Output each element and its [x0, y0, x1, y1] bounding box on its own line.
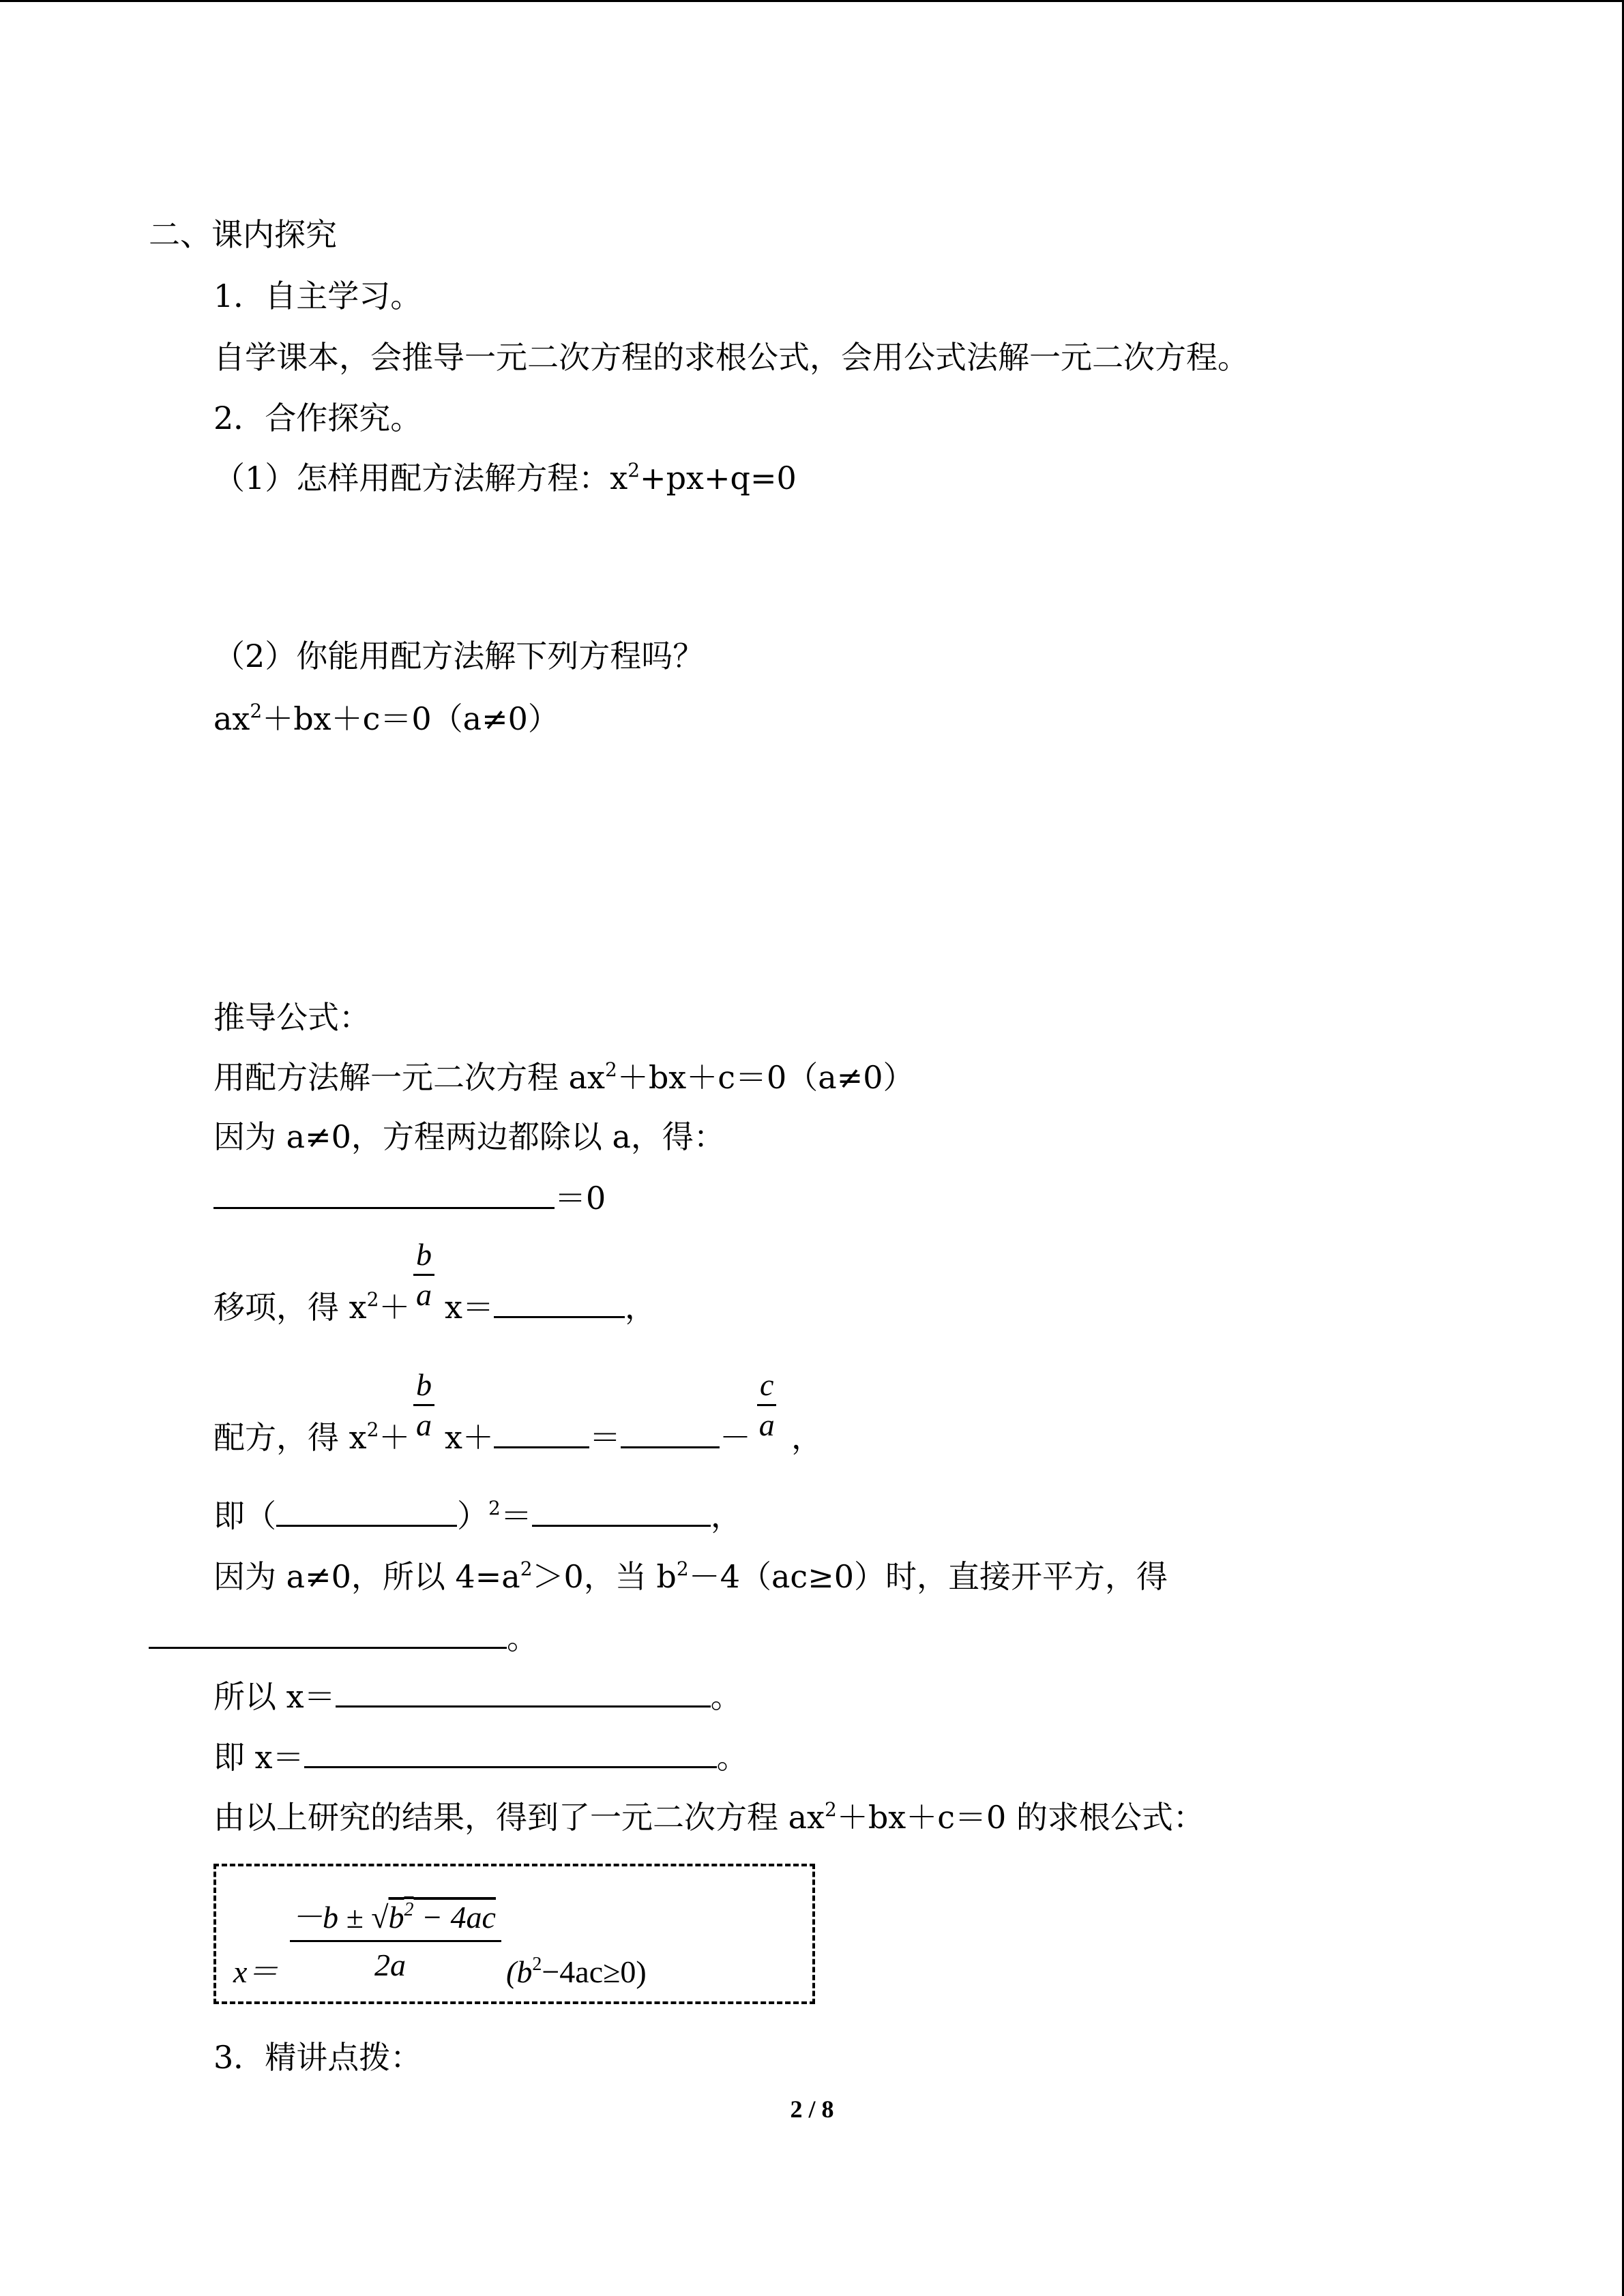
answer-blank[interactable] [494, 1419, 589, 1448]
because-sup1: 2 [520, 1557, 533, 1580]
fraction-b-over-a [413, 1366, 434, 1444]
fraction-numerator: b [413, 1366, 434, 1406]
question-2-equation [213, 698, 559, 744]
derive-line-2: 因为 a≠0，方程两边都除以 a，得： [213, 1118, 725, 1155]
section-title: 二、课内探究 [149, 216, 337, 253]
derive-title: 推导公式： [213, 999, 370, 1036]
derive-line-3 [213, 1178, 606, 1219]
complete-square-line [213, 1417, 410, 1463]
result-sup: 2 [825, 1798, 837, 1821]
q1-text: （1）怎样用配方法解方程：x [213, 460, 628, 496]
sox-end: 。 [710, 1678, 742, 1715]
move-b: ＋ [379, 1289, 411, 1326]
fraction-numerator: b [413, 1236, 434, 1276]
complete-square-tail [445, 1417, 751, 1458]
fraction-b-over-a [413, 1236, 434, 1314]
item2-title: 2．合作探究。 [213, 400, 422, 436]
because-sup2: 2 [676, 1557, 689, 1580]
fraction-c-over-a [757, 1366, 776, 1444]
fraction-bar [290, 1940, 501, 1942]
fraction-numerator: c [757, 1366, 776, 1406]
q1-tail: +px+q=0 [640, 460, 797, 496]
iex-end: 。 [716, 1739, 748, 1776]
formula-cond-a: (b [506, 1954, 533, 1989]
ie-a: 即（ [213, 1497, 276, 1534]
ie-x-line [213, 1737, 748, 1778]
move-terms-line [213, 1287, 410, 1332]
so-x-line [213, 1676, 742, 1717]
answer-blank[interactable] [213, 1180, 555, 1209]
answer-blank[interactable] [621, 1419, 720, 1448]
ie-end: ， [710, 1497, 742, 1534]
complete-eq: ＝ [589, 1419, 621, 1456]
derive-line-1 [213, 1057, 914, 1103]
result-line [213, 1797, 1205, 1843]
formula-cond-sup: 2 [532, 1954, 542, 1975]
page-number: 2 / 8 [790, 2096, 834, 2123]
formula-num-root: b [388, 1900, 404, 1935]
fraction-denominator: a [758, 1407, 775, 1442]
answer-blank[interactable] [149, 1620, 507, 1649]
formula-num-a: －b ± [291, 1900, 372, 1935]
fraction-denominator: a [416, 1277, 432, 1312]
because-end: 。 [507, 1620, 538, 1656]
answer-blank[interactable] [532, 1497, 711, 1527]
q2-eq-b: ＋bx＋c＝0（a≠0） [262, 700, 559, 737]
move-a: 移项，得 x [213, 1289, 367, 1326]
formula-x: x＝ [233, 1954, 279, 1989]
complete-a: 配方，得 x [213, 1419, 367, 1456]
sox-a: 所以 x＝ [213, 1678, 336, 1715]
question-1 [213, 458, 797, 503]
formula-radicand [389, 1900, 496, 1935]
move-sup: 2 [366, 1288, 379, 1311]
because-a: 因为 a≠0，所以 4=a [213, 1558, 520, 1595]
question-2: （2）你能用配方法解下列方程吗？ [213, 638, 705, 674]
item1-title: 1．自主学习。 [213, 278, 422, 314]
formula-numerator [291, 1892, 496, 1937]
because-c: －4（ac≥0）时，直接开平方，得 [688, 1558, 1168, 1595]
item3-title: 3．精讲点拨： [213, 2039, 422, 2076]
ie-sup: 2 [488, 1497, 501, 1519]
move-c: x＝ [445, 1289, 494, 1326]
iex-a: 即 x＝ [213, 1739, 304, 1776]
derive-l1-sup: 2 [605, 1058, 617, 1081]
sqrt-symbol: √ [371, 1900, 389, 1935]
derive-l1-a: 用配方法解一元二次方程 ax [213, 1059, 605, 1096]
complete-sup: 2 [366, 1418, 379, 1441]
formula-num-root-sup: 2 [404, 1899, 414, 1920]
result-a: 由以上研究的结果，得到了一元二次方程 ax [213, 1799, 825, 1836]
item1-body: 自学课本，会推导一元二次方程的求根公式，会用公式法解一元二次方程。 [213, 339, 1249, 376]
because-b: ＞0，当 b [532, 1558, 677, 1595]
derive-l1-b: ＋bx＋c＝0（a≠0） [617, 1059, 915, 1096]
q1-sup: 2 [628, 459, 640, 481]
ie-b: ） [457, 1497, 488, 1534]
ie-line [213, 1495, 742, 1541]
quadratic-formula-box [213, 1864, 815, 2004]
because-answer-line [149, 1617, 538, 1658]
complete-square-end: ， [791, 1419, 823, 1456]
move-terms-tail [445, 1287, 656, 1328]
complete-b: ＋ [379, 1419, 411, 1456]
ie-c: ＝ [500, 1497, 532, 1534]
result-b: ＋bx＋c＝0 的求根公式： [836, 1799, 1205, 1836]
because-line [213, 1556, 1168, 1602]
complete-c: x＋ [445, 1419, 494, 1456]
answer-blank[interactable] [494, 1289, 625, 1318]
q2-eq-a: ax [213, 700, 250, 737]
move-end: ， [624, 1289, 656, 1326]
answer-blank[interactable] [336, 1678, 711, 1708]
complete-minus: － [719, 1419, 751, 1456]
answer-blank[interactable] [276, 1497, 457, 1527]
derive-l3-tail: ＝0 [555, 1180, 606, 1217]
formula-num-root-tail: − 4ac [413, 1900, 496, 1935]
formula-denominator: 2a [374, 1948, 406, 1982]
answer-blank[interactable] [304, 1739, 717, 1768]
formula-condition [506, 1954, 647, 1990]
formula-cond-b: −4ac≥0) [542, 1954, 647, 1989]
fraction-denominator: a [416, 1407, 432, 1442]
q2-eq-sup: 2 [250, 700, 263, 722]
